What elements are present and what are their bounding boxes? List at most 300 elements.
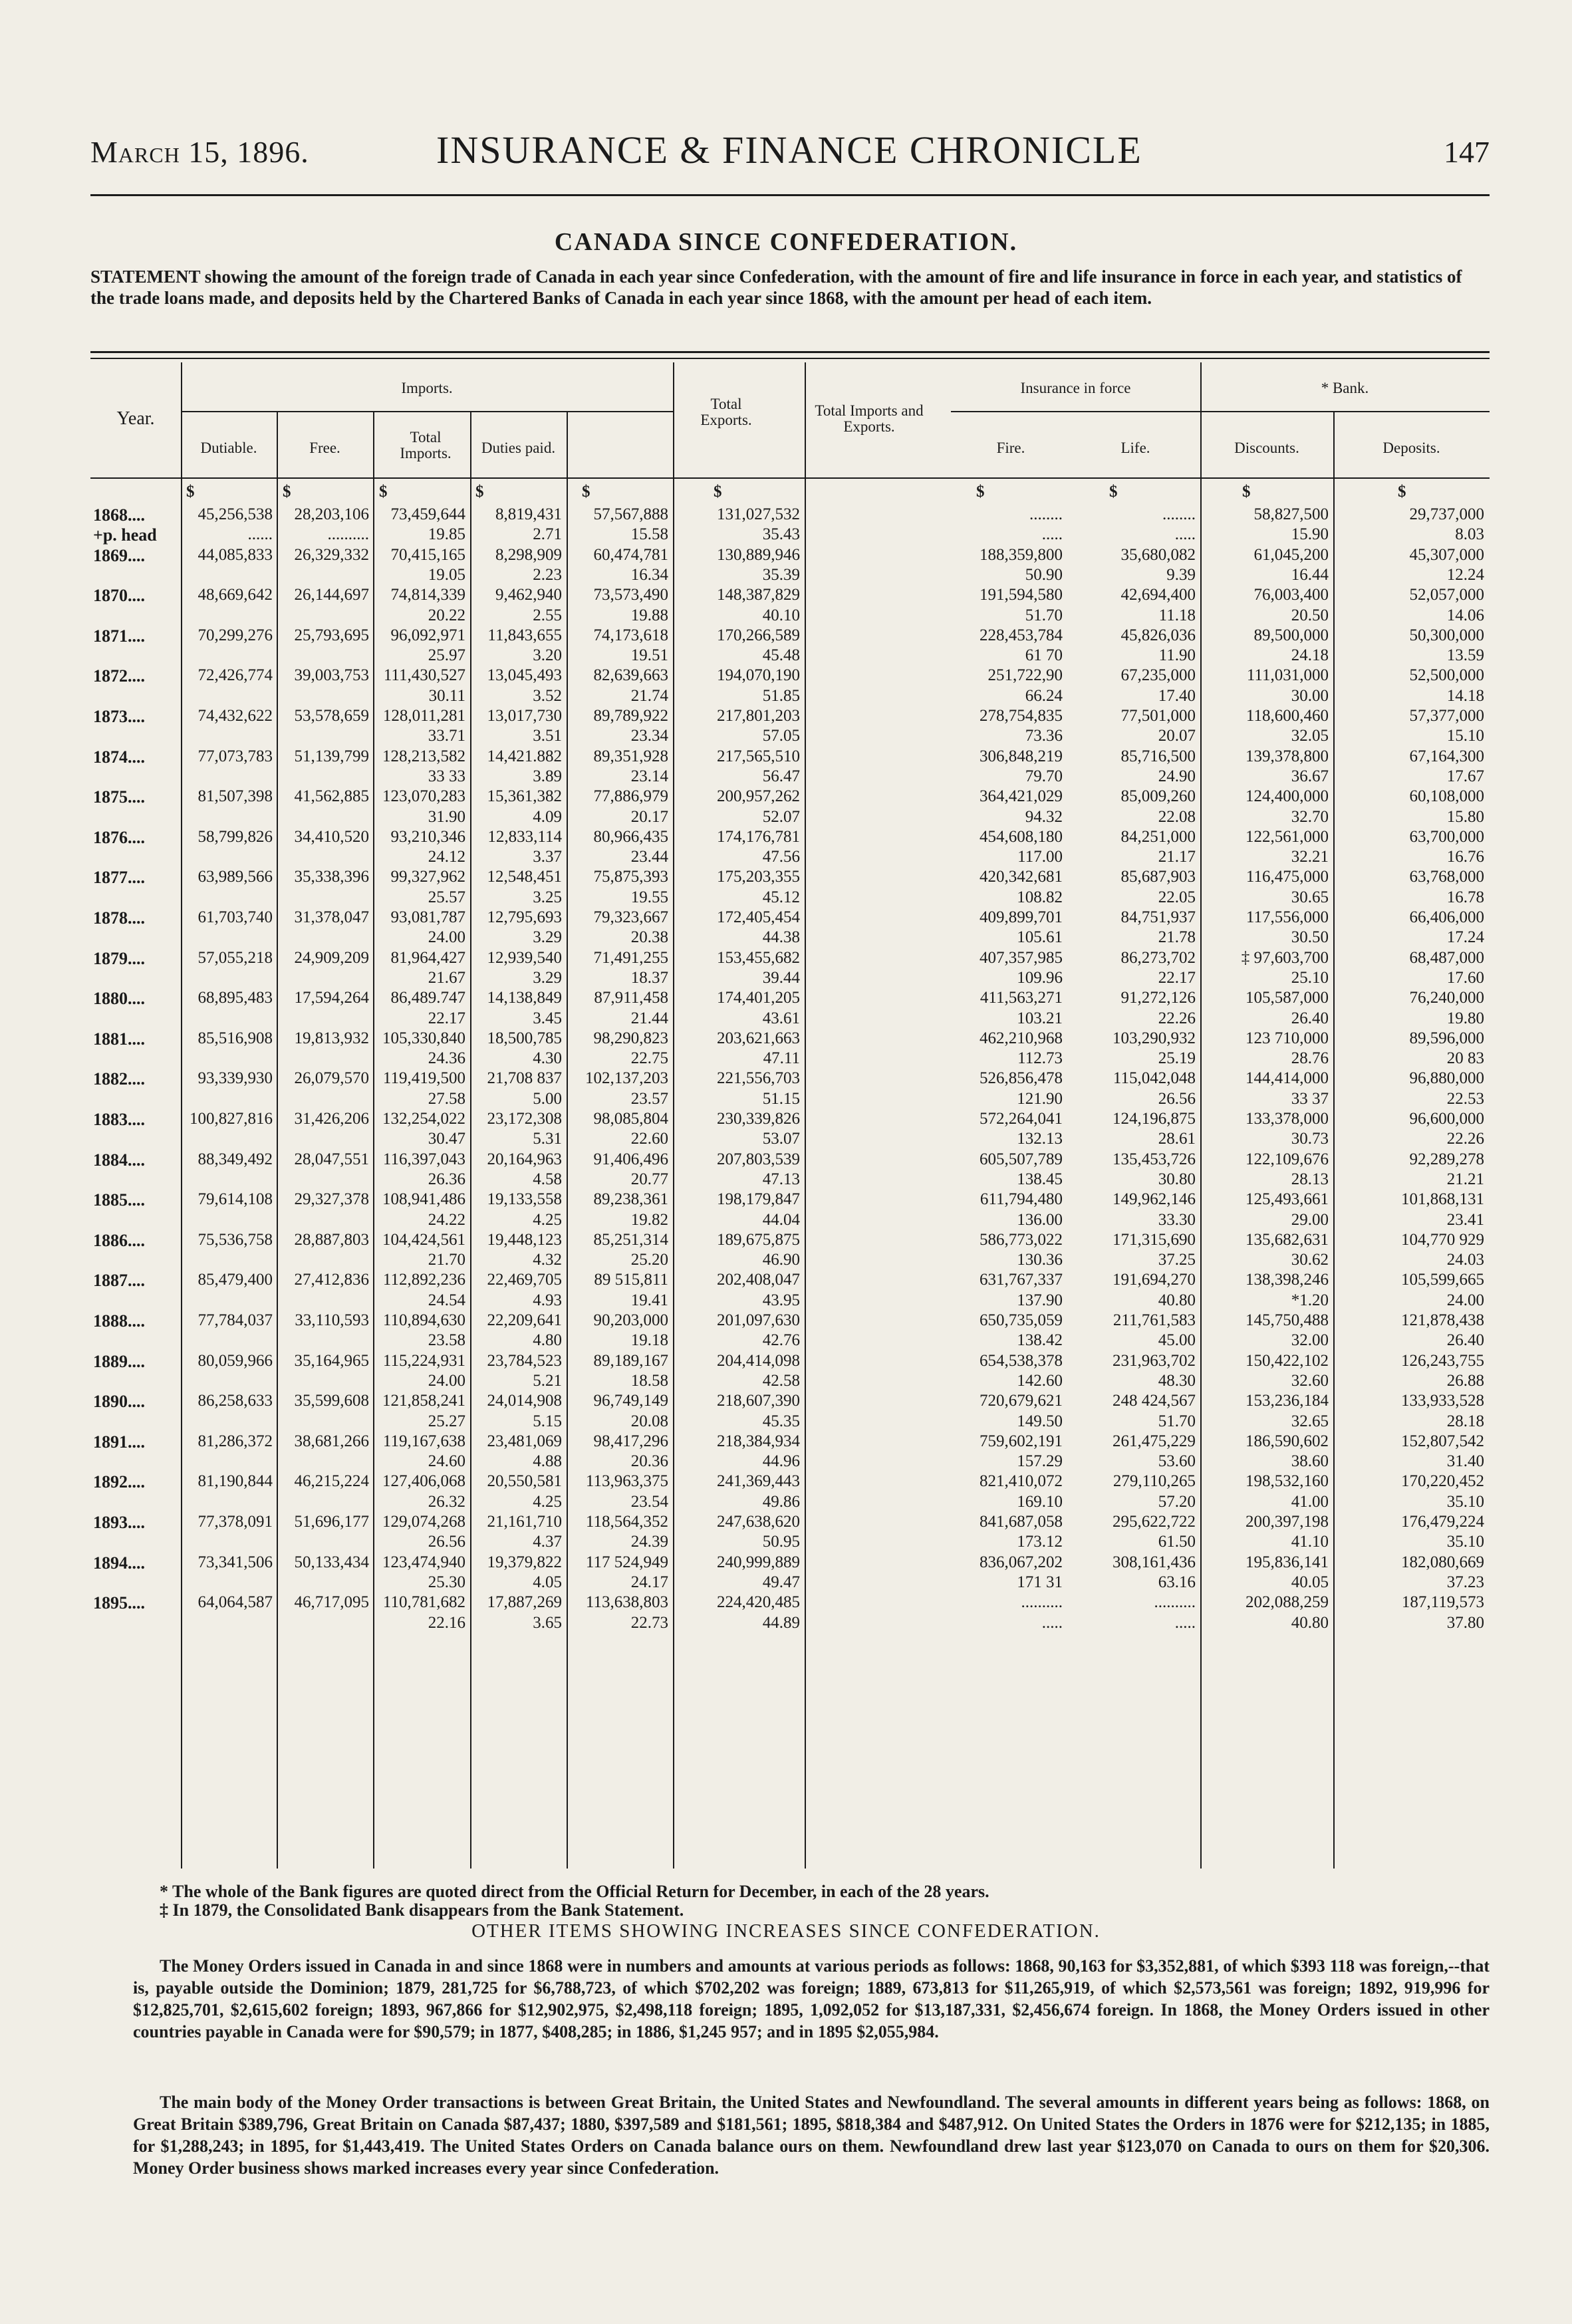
cell-dut: 72,426,774: [197, 666, 273, 685]
cell-life: 85,687,903: [1120, 868, 1196, 886]
col-header-year: Year.: [116, 408, 155, 429]
cell-te: 89,189,167: [593, 1351, 668, 1370]
cell-life: 279,110,265: [1113, 1472, 1196, 1491]
cell-ti: 26.56: [428, 1533, 465, 1551]
cell-fire: 420,342,681: [980, 868, 1063, 886]
row-year: 1894....: [93, 1553, 145, 1573]
cell-fire: 821,410,072: [980, 1472, 1063, 1491]
cell-dp: 12,833,114: [487, 827, 562, 846]
cell-disc: 89,500,000: [1253, 626, 1329, 644]
col-header-total-exports: Total Exports.: [700, 396, 752, 428]
cell-life: 295,622,722: [1113, 1513, 1196, 1531]
cell-dep: 26.40: [1446, 1331, 1484, 1350]
cell-fire: 650,735,059: [980, 1311, 1063, 1329]
cell-tie: 241,369,443: [717, 1472, 800, 1491]
cell-te: 96,749,149: [593, 1392, 668, 1410]
row-year: 1875....: [93, 787, 145, 807]
cell-disc: 153,236,184: [1245, 1392, 1329, 1410]
currency-marker: $: [379, 483, 388, 501]
cell-fire: 121.90: [1017, 1089, 1063, 1108]
cell-ti: 73,459,644: [390, 505, 465, 523]
cell-fire: 411,563,271: [980, 989, 1063, 1007]
cell-free: 51,139,799: [294, 747, 369, 765]
row-year: 1892....: [93, 1472, 145, 1492]
cell-dut: 77,073,783: [197, 747, 273, 765]
cell-tie: 44.89: [762, 1613, 800, 1632]
group-bank: * Bank.: [1321, 380, 1369, 396]
cell-ti: 25.57: [428, 888, 465, 906]
cell-dut: 57,055,218: [197, 948, 273, 967]
cell-ti: 19.85: [428, 525, 465, 544]
cell-tie: 153,455,682: [717, 948, 800, 967]
cell-te: 19.41: [630, 1291, 668, 1309]
cell-dut: 80,059,966: [197, 1351, 273, 1370]
col-header-dutiable: Dutiable.: [200, 440, 257, 456]
cell-tie: 49.47: [762, 1573, 800, 1591]
cell-tie: 198,179,847: [717, 1190, 800, 1209]
cell-dep: 76,240,000: [1409, 989, 1484, 1007]
cell-te: 15.58: [630, 525, 668, 544]
cell-disc: 41.10: [1291, 1533, 1329, 1551]
cell-dut: 77,784,037: [197, 1311, 273, 1329]
footnote-bank: * The whole of the Bank figures are quoted direct from the Official Return for December, in each of the 28 years.: [160, 1882, 989, 1901]
cell-disc: 144,414,000: [1245, 1069, 1329, 1088]
cell-dep: 13.59: [1446, 646, 1484, 665]
cell-disc: 150,422,102: [1245, 1351, 1329, 1370]
cell-dep: 52,500,000: [1409, 666, 1484, 685]
cell-dut: 93,339,930: [197, 1069, 273, 1088]
cell-dp: 4.09: [533, 807, 562, 826]
cell-ti: 119,419,500: [382, 1069, 465, 1088]
cell-dp: 2.23: [533, 565, 562, 584]
cell-disc: 32.60: [1291, 1371, 1329, 1390]
cell-dep: 57,377,000: [1409, 707, 1484, 725]
cell-ti: 86,489.747: [390, 989, 465, 1007]
cell-te: 19.88: [630, 606, 668, 624]
cell-tie: 240,999,889: [717, 1553, 800, 1571]
cell-disc: 117,556,000: [1245, 908, 1329, 926]
cell-dp: 17,887,269: [487, 1593, 562, 1612]
cell-free: 27,412,836: [294, 1271, 369, 1289]
cell-dp: 23,172,308: [487, 1110, 562, 1128]
cell-fire: 132.13: [1017, 1130, 1063, 1148]
cell-disc: 122,561,000: [1245, 827, 1329, 846]
cell-life: 22.26: [1158, 1009, 1196, 1027]
cell-te: 24.39: [630, 1533, 668, 1551]
cell-disc: 58,827,500: [1253, 505, 1329, 523]
cell-dp: 9,462,940: [495, 586, 562, 604]
cell-life: 115,042,048: [1113, 1069, 1196, 1088]
cell-te: 85,251,314: [593, 1230, 668, 1249]
cell-te: 89,238,361: [593, 1190, 668, 1209]
cell-disc: 30.73: [1291, 1130, 1329, 1148]
cell-ti: 21.70: [428, 1251, 465, 1269]
cell-life: 211,761,583: [1113, 1311, 1196, 1329]
row-year: 1869....: [93, 545, 145, 565]
cell-dep: 22.26: [1446, 1130, 1484, 1148]
cell-te: 113,638,803: [585, 1593, 668, 1612]
cell-ti: 116,397,043: [382, 1150, 465, 1168]
cell-free: 17,594,264: [294, 989, 369, 1007]
cell-dp: 5.21: [533, 1371, 562, 1390]
cell-dut: 63,989,566: [197, 868, 273, 886]
cell-fire: 117.00: [1017, 848, 1063, 866]
cell-fire: 169.10: [1017, 1492, 1063, 1511]
cell-dp: 12,548,451: [487, 868, 562, 886]
cell-fire: 720,679,621: [980, 1392, 1063, 1410]
cell-dp: 3.20: [533, 646, 562, 665]
cell-dep: 63,700,000: [1409, 827, 1484, 846]
cell-tie: 42.76: [762, 1331, 800, 1350]
currency-marker: $: [186, 483, 195, 501]
cell-dp: 3.37: [533, 848, 562, 866]
cell-fire: 73.36: [1025, 727, 1063, 745]
cell-disc: 16.44: [1291, 565, 1329, 584]
cell-disc: 36.67: [1291, 767, 1329, 785]
cell-dep: 37.23: [1446, 1573, 1484, 1591]
col-header-discounts: Discounts.: [1234, 440, 1299, 456]
cell-disc: 123 710,000: [1245, 1029, 1329, 1047]
cell-fire: 251,722,90: [987, 666, 1063, 685]
cell-disc: 32.00: [1291, 1331, 1329, 1350]
cell-dep: 45,307,000: [1409, 545, 1484, 564]
footnote-consolidated: ‡ In 1879, the Consolidated Bank disappears from the Bank Statement.: [160, 1900, 684, 1920]
cell-fire: 142.60: [1017, 1371, 1063, 1390]
cell-dut: 81,286,372: [197, 1432, 273, 1450]
currency-marker: $: [283, 483, 291, 501]
cell-te: 60,474,781: [593, 545, 668, 564]
cell-dep: 176,479,224: [1401, 1513, 1484, 1531]
cell-dep: 31.40: [1446, 1452, 1484, 1471]
cell-life: 308,161,436: [1113, 1553, 1196, 1571]
cell-disc: 32.70: [1291, 807, 1329, 826]
cell-tie: 45.35: [762, 1412, 800, 1430]
cell-te: 89,351,928: [593, 747, 668, 765]
col-header-total-imports-exports: Total Imports and Exports.: [815, 402, 924, 435]
cell-te: 21.44: [630, 1009, 668, 1027]
cell-dep: 17.67: [1446, 767, 1484, 785]
cell-life: 84,251,000: [1120, 827, 1196, 846]
cell-life: 85,009,260: [1120, 787, 1196, 806]
col-header-deposits: Deposits.: [1382, 440, 1440, 456]
cell-te: 90,203,000: [593, 1311, 668, 1329]
cell-life: 40.80: [1158, 1291, 1196, 1309]
cell-disc: 29.00: [1291, 1210, 1329, 1229]
cell-dut: 68,895,483: [197, 989, 273, 1007]
cell-dp: 23,481,069: [487, 1432, 562, 1450]
cell-te: 23.54: [630, 1492, 668, 1511]
cell-te: 98,290,823: [593, 1029, 668, 1047]
cell-dp: 3.51: [533, 727, 562, 745]
cell-dep: 104,770 929: [1401, 1230, 1484, 1249]
cell-te: 117 524,949: [585, 1553, 668, 1571]
cell-disc: 135,682,631: [1245, 1230, 1329, 1249]
cell-ti: 24.36: [428, 1049, 465, 1068]
cell-tie: 47.11: [763, 1049, 800, 1068]
row-year: 1873....: [93, 707, 145, 726]
cell-ti: 21.67: [428, 968, 465, 987]
cell-ti: 112,892,236: [382, 1271, 465, 1289]
cell-free: 24,909,209: [294, 948, 369, 967]
cell-dp: 20,550,581: [487, 1472, 562, 1491]
cell-tie: 51.85: [762, 686, 800, 705]
cell-dp: 4.05: [533, 1573, 562, 1591]
cell-te: 19.82: [630, 1210, 668, 1229]
cell-life: 53.60: [1158, 1452, 1196, 1471]
cell-free: 35,338,396: [294, 868, 369, 886]
cell-dut: 100,827,816: [190, 1110, 273, 1128]
cell-ti: 31.90: [428, 807, 465, 826]
cell-dp: 21,161,710: [487, 1513, 562, 1531]
cell-te: 19.51: [630, 646, 668, 665]
cell-dut: 86,258,633: [197, 1392, 273, 1410]
cell-te: 24.17: [630, 1573, 668, 1591]
cell-te: 21.74: [630, 686, 668, 705]
currency-marker: $: [714, 483, 722, 501]
cell-te: 23.14: [630, 767, 668, 785]
cell-life: 124,196,875: [1113, 1110, 1196, 1128]
cell-dp: 13,045,493: [487, 666, 562, 685]
currency-marker: $: [475, 483, 484, 501]
cell-free: 19,813,932: [294, 1029, 369, 1047]
cell-dut: 81,190,844: [197, 1472, 273, 1491]
cell-fire: 105.61: [1017, 928, 1063, 947]
cell-dp: 3.29: [533, 968, 562, 987]
cell-dep: 170,220,452: [1401, 1472, 1484, 1491]
cell-fire: 409,899,701: [980, 908, 1063, 926]
cell-dp: 21,708 837: [487, 1069, 562, 1088]
cell-disc: 145,750,488: [1245, 1311, 1329, 1329]
cell-te: 16.34: [630, 565, 668, 584]
cell-dep: 16.76: [1446, 848, 1484, 866]
cell-life: 48.30: [1158, 1371, 1196, 1390]
cell-dep: 28.18: [1446, 1412, 1484, 1430]
cell-free: 31,378,047: [294, 908, 369, 926]
cell-te: 118,564,352: [585, 1513, 668, 1531]
cell-ti: 119,167,638: [382, 1432, 465, 1450]
cell-life: 135,453,726: [1113, 1150, 1196, 1168]
cell-life: 25.19: [1158, 1049, 1196, 1068]
cell-ti: 20.22: [428, 606, 465, 624]
row-year: 1880....: [93, 989, 145, 1009]
cell-disc: 105,587,000: [1245, 989, 1329, 1007]
cell-free: 41,562,885: [294, 787, 369, 806]
cell-fire: 836,067,202: [980, 1553, 1063, 1571]
cell-life: 45,826,036: [1120, 626, 1196, 644]
cell-dp: 11,843,655: [487, 626, 562, 644]
cell-free: 25,793,695: [294, 626, 369, 644]
cell-ti: 24.00: [428, 928, 465, 947]
cell-dp: 19,133,558: [487, 1190, 562, 1209]
cell-dp: 2.55: [533, 606, 562, 624]
cell-free: 26,079,570: [294, 1069, 369, 1088]
cell-disc: 38.60: [1291, 1452, 1329, 1471]
cell-fire: 50.90: [1025, 565, 1063, 584]
group-imports: Imports.: [401, 380, 453, 396]
cell-dep: 133,933,528: [1401, 1392, 1484, 1410]
row-year: 1881....: [93, 1029, 145, 1049]
cell-fire: 171 31: [1017, 1573, 1063, 1591]
cell-dp: 3.25: [533, 888, 562, 906]
row-year: +p. head: [93, 525, 157, 545]
cell-fire: 79.70: [1025, 767, 1063, 785]
cell-tie: 203,621,663: [717, 1029, 800, 1047]
cell-free: 34,410,520: [294, 827, 369, 846]
cell-ti: 70,415,165: [390, 545, 465, 564]
cell-te: 20.36: [630, 1452, 668, 1471]
cell-tie: 175,203,355: [717, 868, 800, 886]
cell-fire: 228,453,784: [980, 626, 1063, 644]
cell-dep: 15.80: [1446, 807, 1484, 826]
cell-dut: 64,064,587: [197, 1593, 273, 1612]
cell-ti: 81,964,427: [390, 948, 465, 967]
cell-tie: 170,266,589: [717, 626, 800, 644]
cell-free: 53,578,659: [294, 707, 369, 725]
cell-fire: 654,538,378: [980, 1351, 1063, 1370]
cell-dep: 60,108,000: [1409, 787, 1484, 806]
cell-disc: 25.10: [1291, 968, 1329, 987]
cell-dep: 101,868,131: [1401, 1190, 1484, 1209]
cell-dp: 8,298,909: [495, 545, 562, 564]
cell-dut: 79,614,108: [197, 1190, 273, 1209]
cell-life: 171,315,690: [1113, 1230, 1196, 1249]
currency-marker: $: [582, 483, 590, 501]
cell-disc: 32.21: [1291, 848, 1329, 866]
header-date: March 15, 1896.: [90, 135, 309, 169]
group-insurance: Insurance in force: [1020, 380, 1131, 396]
cell-dep: 14.18: [1446, 686, 1484, 705]
cell-te: 89 515,811: [594, 1271, 668, 1289]
cell-dp: 19,448,123: [487, 1230, 562, 1249]
cell-life: 149,962,146: [1113, 1190, 1196, 1209]
cell-disc: 40.05: [1291, 1573, 1329, 1591]
cell-dut: 88,349,492: [197, 1150, 273, 1168]
cell-fire: 157.29: [1017, 1452, 1063, 1471]
cell-disc: 122,109,676: [1245, 1150, 1329, 1168]
cell-disc: 118,600,460: [1245, 707, 1329, 725]
cell-disc: 41.00: [1291, 1492, 1329, 1511]
cell-tie: 35.39: [762, 565, 800, 584]
cell-disc: 111,031,000: [1246, 666, 1329, 685]
header-page-number: 147: [1444, 135, 1490, 169]
cell-ti: 129,074,268: [382, 1513, 465, 1531]
cell-life: 17.40: [1158, 686, 1196, 705]
cell-te: 102,137,203: [585, 1069, 668, 1088]
cell-fire: 631,767,337: [980, 1271, 1063, 1289]
cell-tie: 201,097,630: [717, 1311, 800, 1329]
cell-free: ..........: [327, 525, 369, 544]
cell-disc: 202,088,259: [1245, 1593, 1329, 1612]
cell-fire: 94.32: [1025, 807, 1063, 826]
cell-te: 22.60: [630, 1130, 668, 1148]
cell-tie: 217,565,510: [717, 747, 800, 765]
cell-ti: 33 33: [428, 767, 465, 785]
cell-dep: 35.10: [1446, 1533, 1484, 1551]
cell-dep: 21.21: [1446, 1170, 1484, 1188]
cell-fire: 61 70: [1025, 646, 1063, 665]
cell-disc: 26.40: [1291, 1009, 1329, 1027]
cell-life: 63.16: [1158, 1573, 1196, 1591]
cell-fire: 462,210,968: [980, 1029, 1063, 1047]
cell-disc: 30.65: [1291, 888, 1329, 906]
cell-tie: 189,675,875: [717, 1230, 800, 1249]
cell-disc: *1.20: [1291, 1291, 1329, 1309]
cell-dep: 63,768,000: [1409, 868, 1484, 886]
cell-dep: 17.24: [1446, 928, 1484, 947]
cell-dp: 4.93: [533, 1291, 562, 1309]
cell-dp: 24,014,908: [487, 1392, 562, 1410]
cell-tie: 218,384,934: [717, 1432, 800, 1450]
cell-ti: 22.17: [428, 1009, 465, 1027]
col-header-free: Free.: [309, 440, 340, 456]
cell-ti: 96,092,971: [390, 626, 465, 644]
cell-te: 98,085,804: [593, 1110, 668, 1128]
cell-life: 37.25: [1158, 1251, 1196, 1269]
cell-dut: 74,432,622: [197, 707, 273, 725]
table-title: CANADA SINCE CONFEDERATION.: [554, 228, 1018, 256]
cell-disc: 15.90: [1291, 525, 1329, 544]
cell-ti: 23.58: [428, 1331, 465, 1350]
cell-te: 20.17: [630, 807, 668, 826]
cell-tie: 42.58: [762, 1371, 800, 1390]
row-year: 1877....: [93, 868, 145, 888]
cell-life: 86,273,702: [1120, 948, 1196, 967]
cell-dp: 22,469,705: [487, 1271, 562, 1289]
cell-life: 33.30: [1158, 1210, 1196, 1229]
cell-life: 35,680,082: [1120, 545, 1196, 564]
cell-fire: 138.45: [1017, 1170, 1063, 1188]
cell-te: 22.75: [630, 1049, 668, 1068]
cell-disc: 116,475,000: [1245, 868, 1329, 886]
row-year: 1895....: [93, 1593, 145, 1613]
row-year: 1883....: [93, 1110, 145, 1129]
cell-dp: 20,164,963: [487, 1150, 562, 1168]
cell-dep: 105,599,665: [1401, 1271, 1484, 1289]
cell-life: ........: [1162, 505, 1196, 523]
cell-disc: 20.50: [1291, 606, 1329, 624]
currency-marker: $: [1109, 483, 1118, 501]
cell-life: 261,475,229: [1113, 1432, 1196, 1450]
cell-free: 29,327,378: [294, 1190, 369, 1209]
cell-tie: 45.48: [762, 646, 800, 665]
cell-free: 39,003,753: [294, 666, 369, 685]
cell-life: 9.39: [1166, 565, 1196, 584]
cell-fire: 109.96: [1017, 968, 1063, 987]
cell-tie: 130,889,946: [717, 545, 800, 564]
cell-ti: 99,327,962: [390, 868, 465, 886]
cell-tie: 40.10: [762, 606, 800, 624]
cell-disc: 61,045,200: [1253, 545, 1329, 564]
cell-disc: 195,836,141: [1245, 1553, 1329, 1571]
cell-ti: 115,224,931: [382, 1351, 465, 1370]
cell-dep: 8.03: [1455, 525, 1484, 544]
cell-tie: 46.90: [762, 1251, 800, 1269]
cell-dp: 8,819,431: [495, 505, 562, 523]
row-year: 1868....: [93, 505, 145, 525]
cell-dep: 35.10: [1446, 1492, 1484, 1511]
row-year: 1879....: [93, 948, 145, 968]
cell-ti: 132,254,022: [382, 1110, 465, 1128]
cell-dep: 29,737,000: [1409, 505, 1484, 523]
cell-ti: 111,430,527: [383, 666, 465, 685]
cell-dep: 14.06: [1446, 606, 1484, 624]
cell-tie: 148,387,829: [717, 586, 800, 604]
cell-fire: ..........: [1021, 1593, 1063, 1612]
cell-te: 20.08: [630, 1412, 668, 1430]
cell-disc: 33 37: [1291, 1089, 1329, 1108]
cell-life: 24.90: [1158, 767, 1196, 785]
cell-dp: 15,361,382: [487, 787, 562, 806]
